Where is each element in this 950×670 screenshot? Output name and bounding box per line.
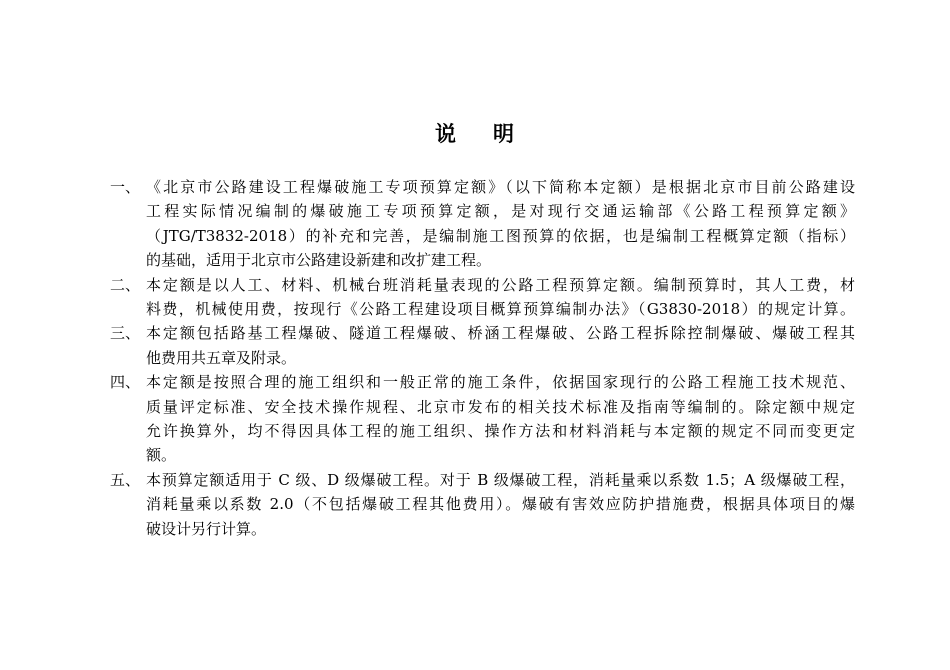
instruction-item-1 <box>110 175 855 273</box>
item-marker: 一、 <box>110 178 141 196</box>
item-text <box>146 370 855 468</box>
item-marker: 二、 <box>110 275 141 294</box>
text-line: 额。 <box>146 446 177 465</box>
text-line: 本预算定额适用于 C 级、D 级爆破工程。对于 B 级爆破工程，消耗量乘以系数 1.5；A 级爆破工程， <box>146 470 855 489</box>
page-title <box>0 121 950 147</box>
instruction-item-5 <box>110 468 855 541</box>
instruction-list <box>110 175 855 541</box>
text-line: 《北京市公路建设工程爆破施工专项预算定额》（以下简称本定额）是根据北京市目前公路建设 <box>146 178 855 196</box>
text-line: 工程实际情况编制的爆破施工专项预算定额，是对现行交通运输部《公路工程预算定额》 <box>146 202 855 221</box>
text-line: 本定额是以人工、材料、机械台班消耗量表现的公路工程预算定额。编制预算时，其人工费，材 <box>146 275 855 294</box>
instruction-item-3 <box>110 321 855 370</box>
item-text <box>146 175 855 273</box>
item-text <box>146 321 855 370</box>
item-marker: 四、 <box>110 373 141 392</box>
text-line: 料费，机械使用费，按现行《公路工程建设项目概算预算编制办法》（G3830-2018）的规定计算。 <box>146 300 855 319</box>
item-marker: 五、 <box>110 470 141 489</box>
text-line: 允许换算外，均不得因具体工程的施工组织、操作方法和材料消耗与本定额的规定不同而变更定 <box>146 422 855 441</box>
text-line: 的基础，适用于北京市公路建设新建和改扩建工程。 <box>146 251 492 270</box>
item-marker: 三、 <box>110 324 141 343</box>
page-title-char-2: 明 <box>493 121 515 146</box>
text-line: 质量评定标准、安全技术操作规程、北京市发布的相关技术标准及指南等编制的。除定额中规定 <box>146 397 855 416</box>
text-line: （JTG/T3832-2018）的补充和完善，是编制施工图预算的依据，也是编制工程概算定额（指标） <box>146 226 855 245</box>
page-title-char-1: 说 <box>435 121 457 146</box>
instruction-item-4 <box>110 370 855 468</box>
item-text <box>146 273 855 322</box>
text-line: 本定额包括路基工程爆破、隧道工程爆破、桥涵工程爆破、公路工程拆除控制爆破、爆破工程其 <box>146 324 855 343</box>
instruction-item-2 <box>110 273 855 322</box>
text-line: 本定额是按照合理的施工组织和一般正常的施工条件，依据国家现行的公路工程施工技术规范、 <box>146 373 855 392</box>
text-line: 破设计另行计算。 <box>146 519 267 538</box>
text-line: 他费用共五章及附录。 <box>146 348 297 367</box>
item-text <box>146 468 855 541</box>
text-line: 消耗量乘以系数 2.0（不包括爆破工程其他费用）。爆破有害效应防护措施费，根据具体项目的爆 <box>146 495 855 514</box>
